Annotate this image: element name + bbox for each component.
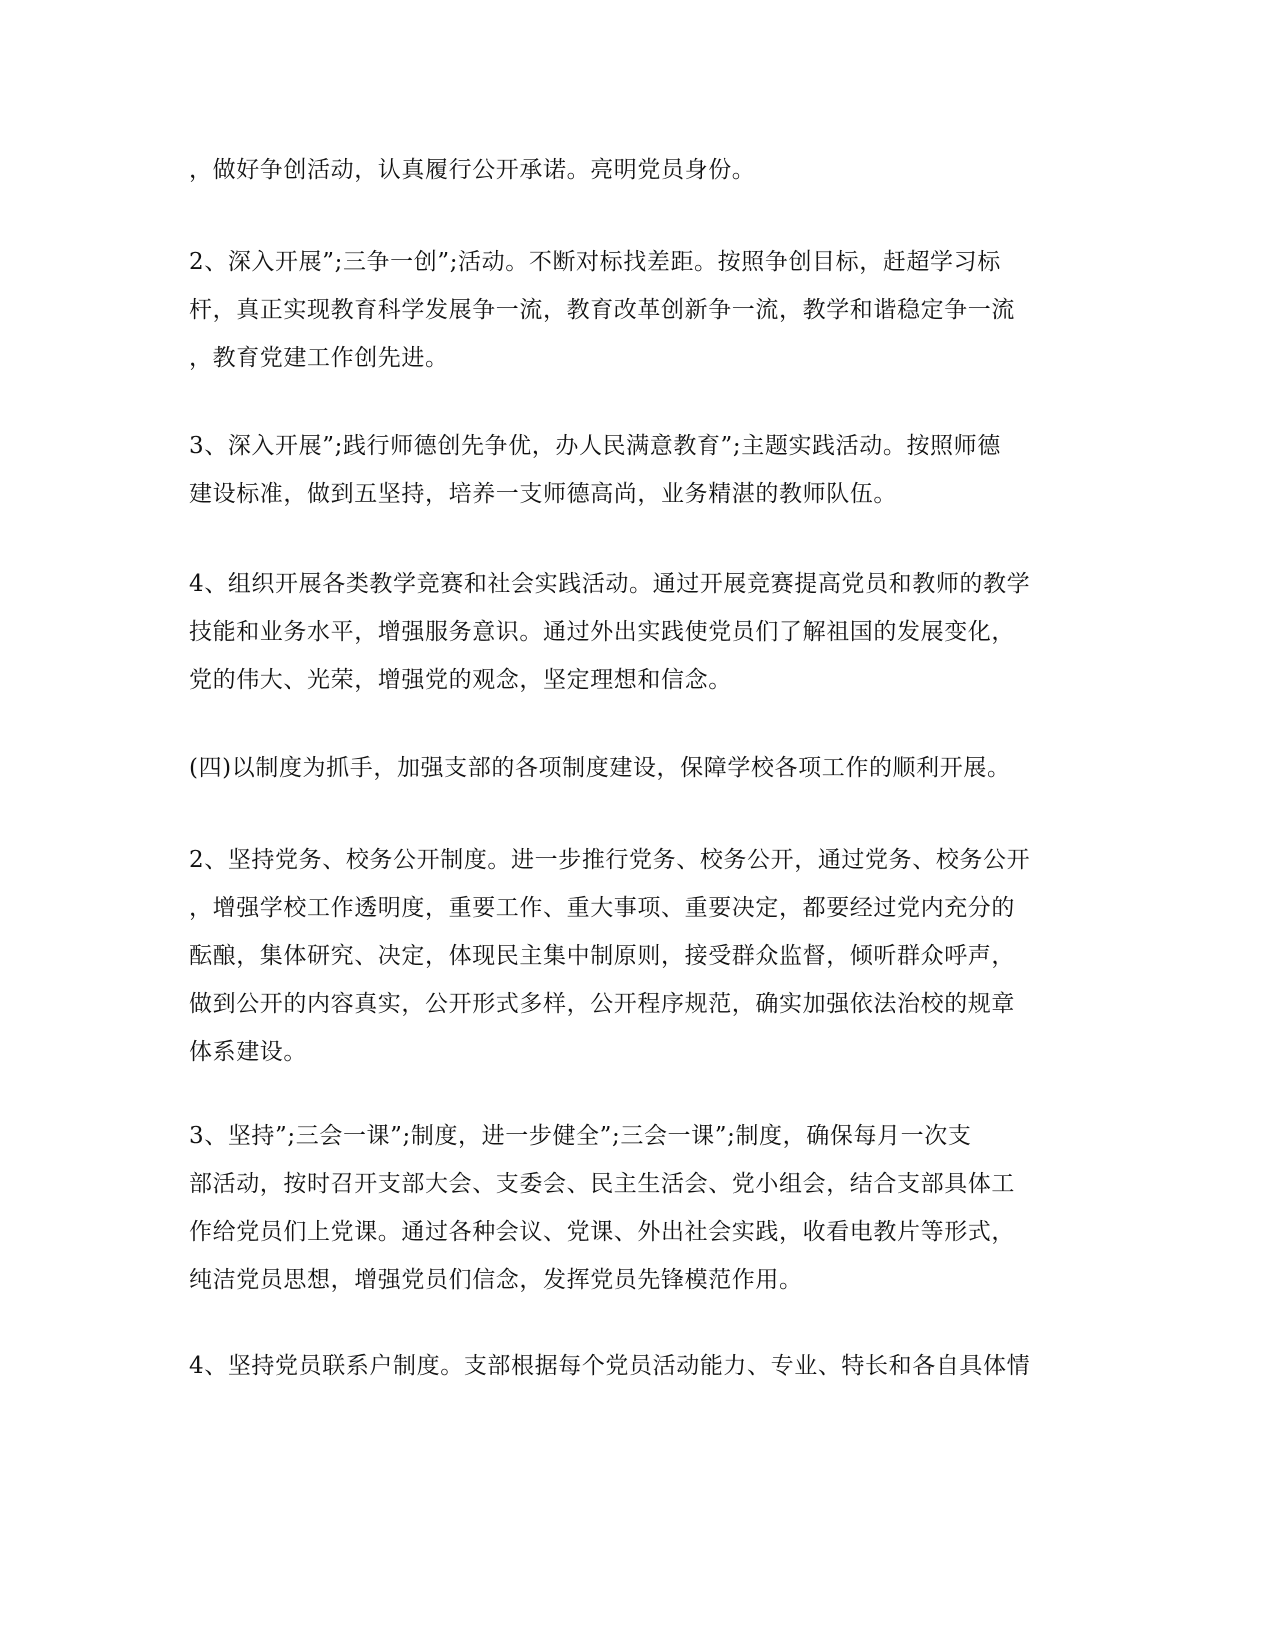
- text-line: 建设标准，做到五坚持，培养一支师德高尚，业务精湛的教师队伍。: [189, 481, 897, 507]
- text-line: 3、深入开展”;践行师德创先争优，办人民满意教育”;主题实践活动。按照师德: [189, 433, 1001, 459]
- paragraph-5: [189, 836, 1079, 1076]
- text-line: 做到公开的内容真实，公开形式多样，公开程序规范，确实加强依法治校的规章: [189, 991, 1015, 1017]
- text-line: ，做好争创活动，认真履行公开承诺。亮明党员身份。: [189, 157, 756, 183]
- text-line: 2、坚持党务、校务公开制度。进一步推行党务、校务公开，通过党务、校务公开: [189, 847, 1031, 873]
- text-line: 技能和业务水平，增强服务意识。通过外出实践使党员们了解祖国的发展变化，: [189, 619, 1015, 645]
- paragraph-3: [189, 422, 1079, 518]
- paragraph-1: [189, 146, 1079, 194]
- text-line: ，教育党建工作创先进。: [189, 345, 449, 371]
- paragraph-2: [189, 238, 1079, 382]
- text-line: (四)以制度为抓手，加强支部的各项制度建设，保障学校各项工作的顺利开展。: [189, 755, 1011, 781]
- text-line: 3、坚持”;三会一课”;制度，进一步健全”;三会一课”;制度，确保每月一次支: [189, 1123, 972, 1149]
- text-line: 作给党员们上党课。通过各种会议、党课、外出社会实践，收看电教片等形式，: [189, 1219, 1015, 1245]
- text-line: 部活动，按时召开支部大会、支委会、民主生活会、党小组会，结合支部具体工: [189, 1171, 1015, 1197]
- section-heading-4: [189, 744, 1079, 792]
- text-line: ，增强学校工作透明度，重要工作、重大事项、重要决定，都要经过党内充分的: [189, 895, 1015, 921]
- paragraph-6: [189, 1112, 1079, 1304]
- paragraph-4: [189, 560, 1079, 704]
- paragraph-7: [189, 1342, 1079, 1390]
- text-line: 杆，真正实现教育科学发展争一流，教育改革创新争一流，教学和谐稳定争一流: [189, 297, 1015, 323]
- text-line: 4、组织开展各类教学竞赛和社会实践活动。通过开展竞赛提高党员和教师的教学: [189, 571, 1031, 597]
- text-line: 4、坚持党员联系户制度。支部根据每个党员活动能力、专业、特长和各自具体情: [189, 1353, 1031, 1379]
- text-line: 纯洁党员思想，增强党员们信念，发挥党员先锋模范作用。: [189, 1267, 803, 1293]
- text-line: 体系建设。: [189, 1039, 307, 1065]
- text-line: 2、深入开展”;三争一创”;活动。不断对标找差距。按照争创目标，赶超学习标: [189, 249, 1001, 275]
- text-line: 党的伟大、光荣，增强党的观念，坚定理想和信念。: [189, 667, 732, 693]
- text-line: 酝酿，集体研究、决定，体现民主集中制原则，接受群众监督，倾听群众呼声，: [189, 943, 1015, 969]
